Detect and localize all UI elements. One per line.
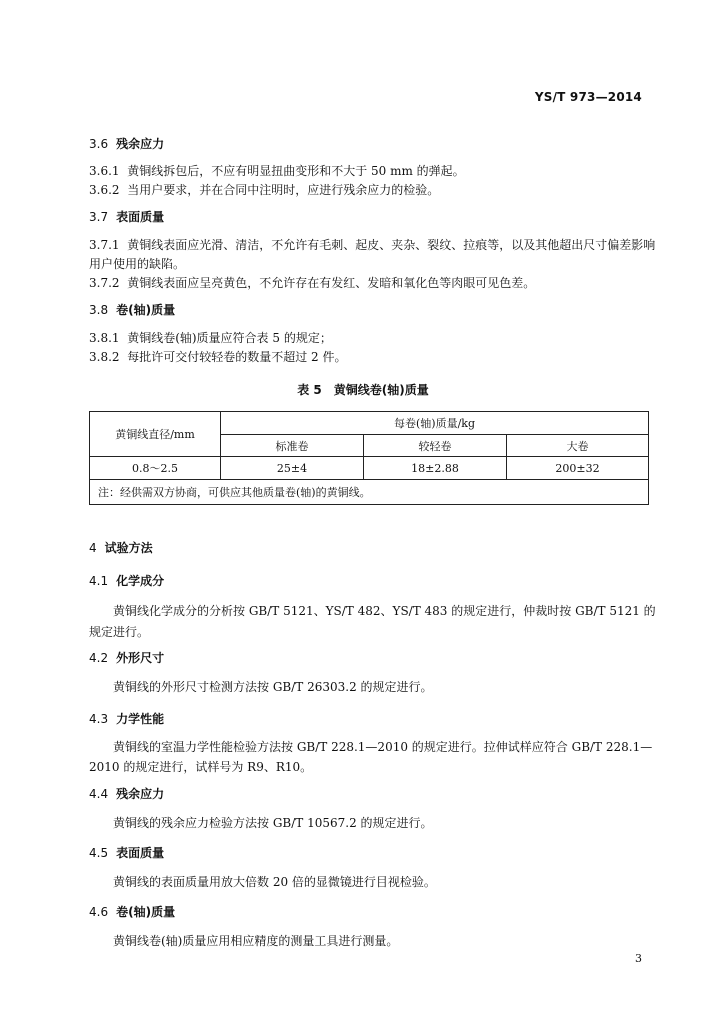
section-4-3-text-line-2: 2010 的规定进行，试样号为 R9、R10。 (89, 760, 313, 774)
table-cell-large: 200±32 (507, 457, 649, 480)
section-4-6-text: 黄铜线卷(轴)质量应用相应精度的测量工具进行测量。 (113, 934, 399, 948)
section-number: 3.6 (89, 137, 109, 151)
section-title: 试验方法 (104, 541, 153, 555)
clause-3-6-1 (89, 163, 465, 179)
section-title: 表面质量 (116, 210, 165, 224)
table-cell-light: 18±2.88 (364, 457, 507, 480)
clause-number: 3.8.1 (89, 331, 120, 345)
section-3-6-heading (89, 136, 164, 152)
section-number: 4.1 (89, 574, 109, 588)
section-title: 表面质量 (116, 846, 165, 860)
clause-3-7-1-line-1 (89, 237, 655, 253)
section-title: 化学成分 (116, 574, 165, 588)
table-cell-standard: 25±4 (221, 457, 364, 480)
clause-number: 3.7.2 (89, 276, 120, 290)
table-5-caption: 表 5 黄铜线卷(轴)质量 (297, 383, 429, 397)
table-5 (89, 411, 649, 505)
section-number: 4 (89, 541, 97, 555)
section-4-5-text: 黄铜线的表面质量用放大倍数 20 倍的显微镜进行目视检验。 (113, 875, 436, 889)
clause-3-8-2 (89, 349, 346, 365)
section-4-1-heading (89, 573, 164, 589)
section-4-2-text: 黄铜线的外形尺寸检测方法按 GB/T 26303.2 的规定进行。 (113, 680, 433, 694)
table-header-diameter: 黄铜线直径/mm (90, 412, 221, 457)
section-title: 卷(轴)质量 (116, 905, 176, 919)
clause-text: 当用户要求，并在合同中注明时，应进行残余应力的检验。 (127, 183, 440, 197)
section-4-1-text-line-2: 规定进行。 (89, 625, 150, 639)
page-number: 3 (635, 952, 642, 965)
table-subheader-standard: 标准卷 (221, 435, 364, 457)
clause-number: 3.8.2 (89, 350, 120, 364)
clause-text: 黄铜线拆包后，不应有明显扭曲变形和不大于 50 mm 的弹起。 (127, 164, 465, 178)
section-3-8-heading (89, 302, 175, 318)
table-header-coil-mass: 每卷(轴)质量/kg (221, 412, 649, 435)
section-number: 4.5 (89, 846, 109, 860)
section-4-2-heading (89, 650, 164, 666)
section-title: 残余应力 (116, 787, 165, 801)
standard-code-header: YS/T 973—2014 (534, 90, 642, 104)
section-title: 力学性能 (116, 712, 165, 726)
section-4-4-heading (89, 786, 164, 802)
section-number: 4.6 (89, 905, 109, 919)
section-title: 卷(轴)质量 (116, 303, 176, 317)
section-4-1-text-line-1: 黄铜线化学成分的分析按 GB/T 5121、YS/T 482、YS/T 483 的规定进行，仲裁时按 GB/T 5121 的 (113, 604, 656, 618)
clause-3-8-1 (89, 330, 332, 346)
section-3-7-heading (89, 209, 164, 225)
section-4-3-text-line-1: 黄铜线的室温力学性能检验方法按 GB/T 228.1—2010 的规定进行。拉伸试样应符合 GB/T 228.1— (113, 740, 653, 754)
clause-3-7-1-line-2: 用户使用的缺陷。 (89, 257, 186, 271)
clause-3-7-2 (89, 275, 535, 291)
table-row (90, 457, 649, 480)
clause-text: 黄铜线表面应呈亮黄色，不允许存在有发红、发暗和氧化色等肉眼可见色差。 (127, 276, 536, 290)
section-4-6-heading (89, 904, 175, 920)
clause-number: 3.7.1 (89, 238, 120, 252)
section-number: 4.3 (89, 712, 109, 726)
clause-text: 黄铜线卷(轴)质量应符合表 5 的规定； (127, 331, 332, 345)
clause-number: 3.6.2 (89, 183, 120, 197)
section-number: 4.4 (89, 787, 109, 801)
section-4-3-heading (89, 711, 164, 727)
table-subheader-light: 较轻卷 (364, 435, 507, 457)
section-number: 3.7 (89, 210, 109, 224)
section-number: 4.2 (89, 651, 109, 665)
section-4-5-heading (89, 845, 164, 861)
clause-3-6-2 (89, 182, 439, 198)
clause-number: 3.6.1 (89, 164, 120, 178)
section-title: 残余应力 (116, 137, 165, 151)
table-cell-diameter: 0.8～2.5 (90, 457, 221, 480)
section-4-heading (89, 540, 153, 556)
table-subheader-large: 大卷 (507, 435, 649, 457)
clause-text: 每批许可交付较轻卷的数量不超过 2 件。 (127, 350, 347, 364)
section-number: 3.8 (89, 303, 109, 317)
section-title: 外形尺寸 (116, 651, 165, 665)
section-4-4-text: 黄铜线的残余应力检验方法按 GB/T 10567.2 的规定进行。 (113, 816, 433, 830)
table-note: 注：经供需双方协商，可供应其他质量卷(轴)的黄铜线。 (90, 480, 649, 505)
clause-text: 黄铜线表面应光滑、清洁，不允许有毛刺、起皮、夹杂、裂纹、拉痕等，以及其他超出尺寸偏差影响 (127, 238, 656, 252)
